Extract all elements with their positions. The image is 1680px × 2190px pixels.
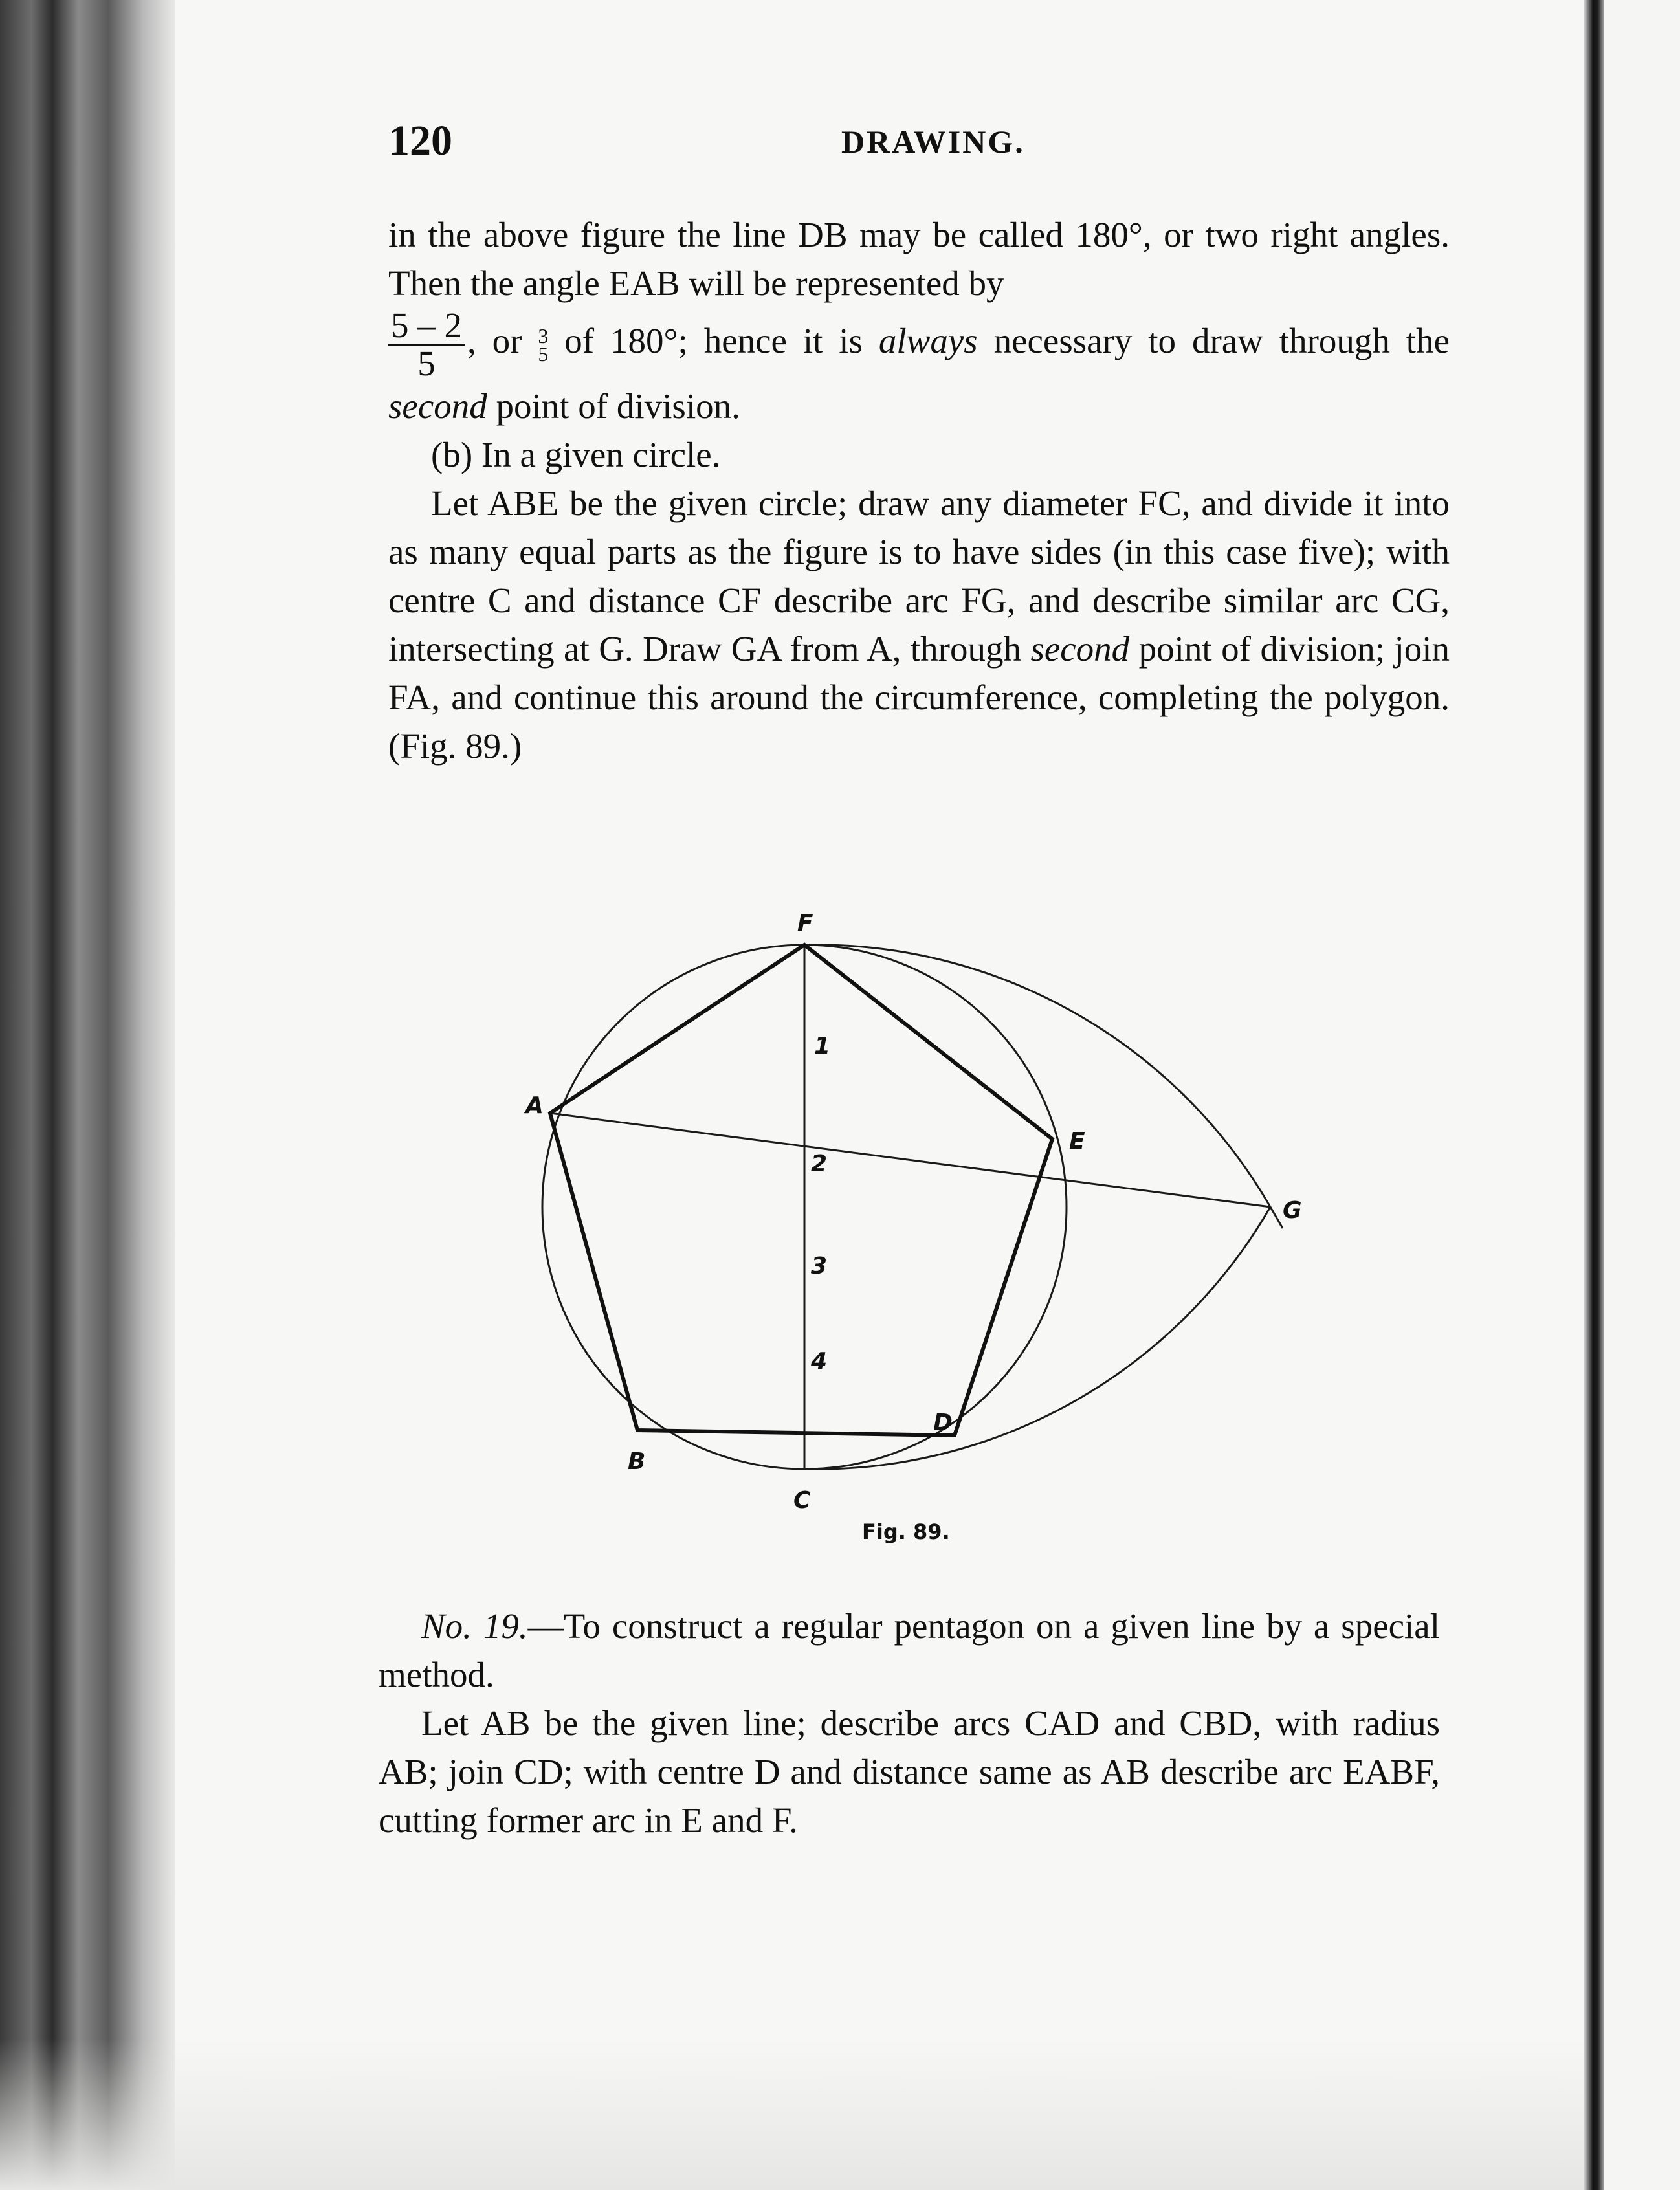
- label-a: A: [525, 1092, 544, 1119]
- paragraph-angle-explanation: [388, 210, 1450, 770]
- label-c: C: [793, 1487, 811, 1514]
- arc-cg: [804, 1207, 1270, 1469]
- para1-rest-a: of 180°; hence it is: [564, 321, 863, 361]
- page-number: 120: [388, 117, 452, 164]
- label-e: E: [1069, 1128, 1085, 1155]
- problem-number: No. 19.: [421, 1606, 528, 1646]
- bottom-shadow: [0, 2039, 1584, 2190]
- figure-caption: Fig. 89.: [862, 1520, 950, 1544]
- para1-line1: in the above figure the line DB may be called 180°, or two right angles. Then the angle EAB will be represented by: [388, 215, 1450, 303]
- para1-rest-b: necessary to draw through the: [993, 321, 1450, 361]
- label-b: B: [628, 1448, 646, 1475]
- para5-text: Let AB be the given line; describe arcs CAD and CBD, with radius AB; join CD; with centre D and distance same as AB describe arc EABF, cutting former arc in E and F.: [379, 1703, 1440, 1840]
- para3-emphasis-second: second: [1030, 629, 1130, 669]
- small-fraction-three-fifths: [538, 324, 549, 366]
- book-binding-edge: [0, 0, 175, 2190]
- fraction-numerator: 5 – 2: [388, 307, 465, 346]
- label-division-2: 2: [811, 1151, 828, 1177]
- para3-text-a: Let ABE be the given circle; draw any diameter FC, and divide it into as many equal parts as the figure is to have sides (in this case five); with centre C and distance CF describe arc FG, and describe similar arc CG, intersecting at G. Draw GA from A, through: [388, 483, 1450, 669]
- para2-marker: (b): [431, 435, 473, 474]
- arc-cg-extension: [1270, 1207, 1283, 1228]
- para1-rest-c: point of division.: [496, 386, 740, 426]
- emphasis-always: always: [878, 321, 978, 361]
- label-d: D: [933, 1410, 953, 1436]
- para2-text: In a given circle.: [481, 435, 721, 474]
- label-division-3: 3: [811, 1253, 828, 1279]
- problem-statement: —To construct a regular pentagon on a given line by a special method.: [379, 1606, 1440, 1694]
- pentagon-faedb: [550, 945, 1052, 1435]
- line-ga: [550, 1113, 1270, 1207]
- right-page-edge: [1584, 0, 1604, 2190]
- fraction-five-minus-two: [388, 307, 465, 382]
- label-g: G: [1283, 1197, 1302, 1224]
- label-division-4: 4: [811, 1348, 828, 1375]
- fraction-denominator: 5: [417, 344, 436, 383]
- paragraph-construction-19: [379, 1602, 1440, 1844]
- small-fraction-denominator: 5: [538, 342, 549, 366]
- running-head: DRAWING.: [841, 124, 1025, 160]
- figure-89-pentagon-construction: [466, 887, 1340, 1547]
- label-f: F: [797, 910, 813, 936]
- page-header: [388, 116, 1463, 168]
- para1-after-fraction: , or: [467, 321, 522, 361]
- emphasis-second: second: [388, 386, 487, 426]
- arc-fg: [804, 945, 1270, 1207]
- small-fraction-numerator: 3: [538, 324, 549, 348]
- right-margin-strip: [1604, 0, 1680, 2190]
- para3-text-b: point of division; join FA, and continue this around the circumference, completing the polygon. (Fig. 89.): [388, 629, 1450, 766]
- label-division-1: 1: [814, 1033, 831, 1059]
